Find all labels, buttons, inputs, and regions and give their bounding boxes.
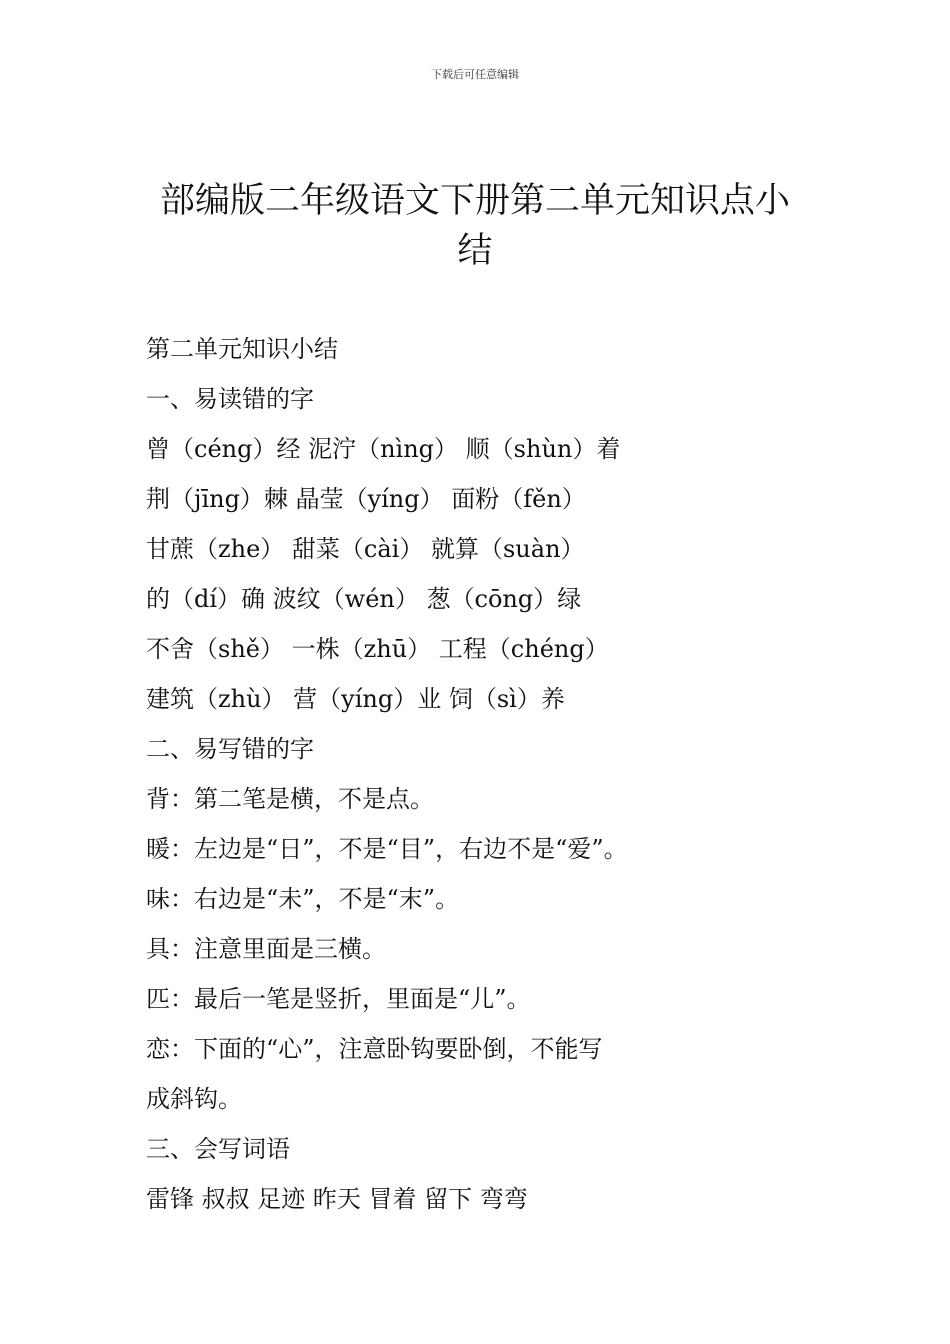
section-subtitle: 第二单元知识小结 [146,335,338,363]
section-1-heading: 一、易读错的字 [146,385,314,413]
section-2-heading: 二、易写错的字 [146,735,314,763]
document-title [140,176,810,276]
character-note-line: 暖：左边是“日”，不是“目”，右边不是“爱”。 [146,835,628,863]
section-3-heading: 三、会写词语 [146,1135,290,1163]
character-note-line: 味：右边是“未”，不是“末”。 [146,885,460,913]
pinyin-line: 建筑（zhù） 营（yíng）业 饲（sì）养 [146,685,565,713]
pinyin-line: 不舍（shě） 一株（zhū） 工程（chéng） [146,635,609,663]
pinyin-line: 甘蔗（zhe） 甜菜（cài） 就算（suàn） [146,535,585,563]
title-line-1: 部编版二年级语文下册第二单元知识点小 [159,181,790,221]
vocabulary-line: 雷锋 叔叔 足迹 昨天 冒着 留下 弯弯 [146,1185,528,1213]
character-note-line: 成斜钩。 [146,1085,242,1113]
pinyin-line: 荆（jīng）棘 晶莹（yíng） 面粉（fěn） [146,485,586,513]
title-line-2: 结 [457,231,493,271]
pinyin-line: 的（dí）确 波纹（wén） 葱（cōng）绿 [146,585,582,613]
character-note-line: 具：注意里面是三横。 [146,935,386,963]
document-body [146,324,836,1224]
pinyin-line: 曾（céng）经 泥泞（nìng） 顺（shùn）着 [146,435,621,463]
character-note-line: 匹：最后一笔是竖折，里面是“儿”。 [146,985,531,1013]
header-note: 下载后可任意编辑 [431,68,519,81]
character-note-line: 恋：下面的“心”，注意卧钩要卧倒，不能写 [146,1035,603,1063]
character-note-line: 背：第二笔是横，不是点。 [146,785,434,813]
